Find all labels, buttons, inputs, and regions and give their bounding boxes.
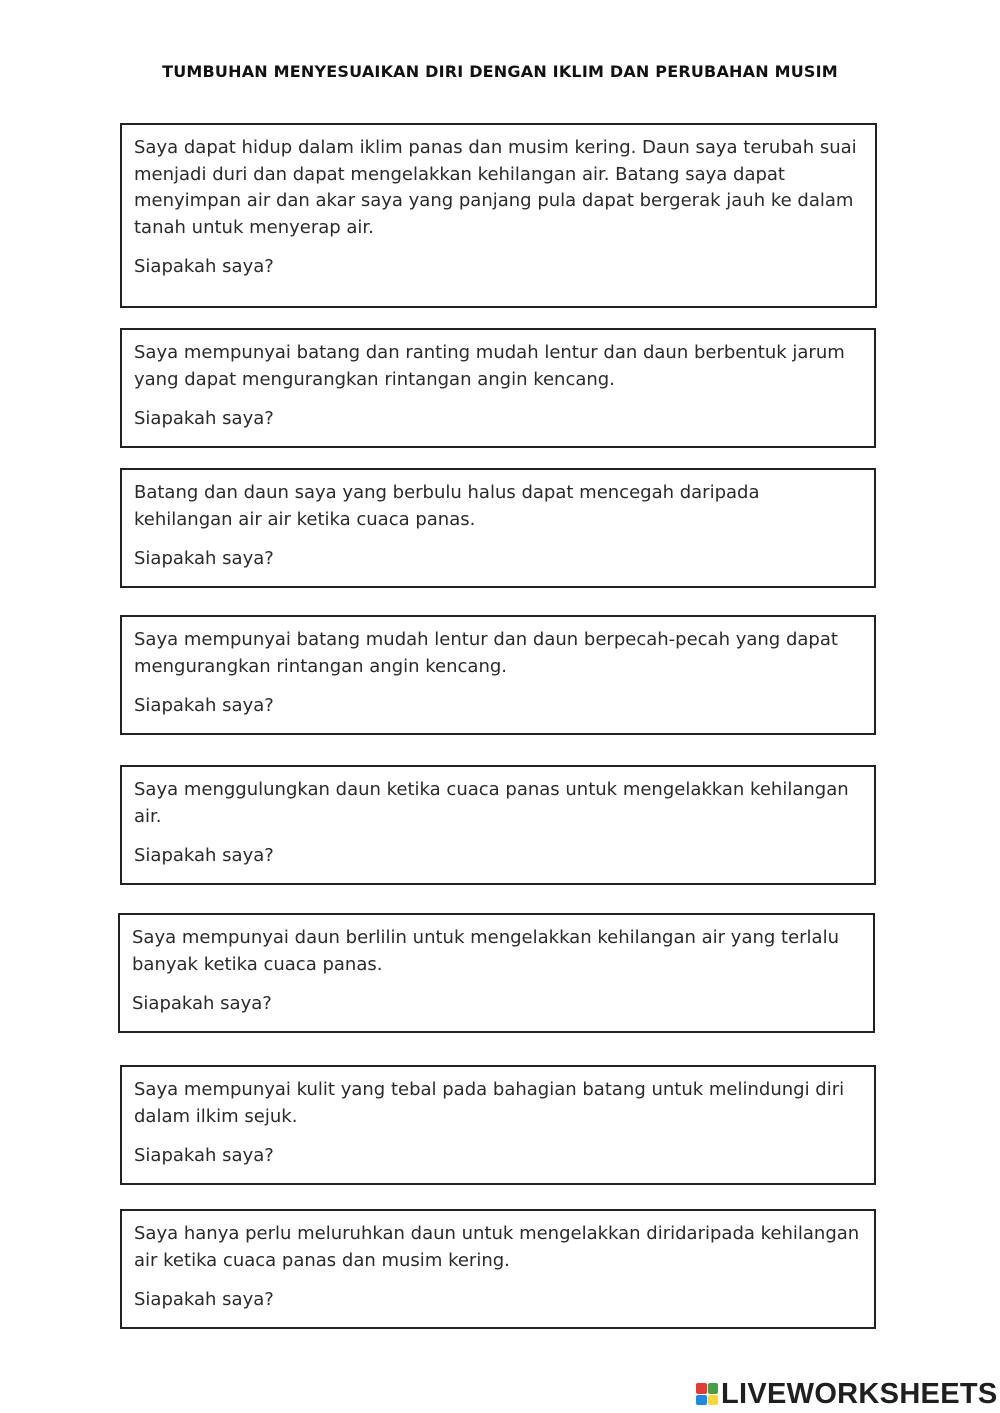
- riddle-question: Siapakah saya?: [134, 845, 274, 866]
- riddle-description: Batang dan daun saya yang berbulu halus dapat mencegah daripada kehilangan air air ketika cuaca panas.: [134, 482, 760, 530]
- liveworksheets-watermark: [696, 1378, 998, 1410]
- riddle-card-2: [120, 328, 876, 448]
- riddle-question: Siapakah saya?: [134, 408, 274, 429]
- riddle-question: Siapakah saya?: [132, 993, 272, 1014]
- riddle-description: Saya hanya perlu meluruhkan daun untuk mengelakkan diridaripada kehilangan air ketika cuaca panas dan musim kering.: [134, 1223, 860, 1271]
- riddle-card-6: [118, 913, 875, 1033]
- riddle-question: Siapakah saya?: [134, 695, 274, 716]
- riddle-question: Siapakah saya?: [134, 256, 274, 277]
- riddle-question: Siapakah saya?: [134, 548, 274, 569]
- riddle-description: Saya dapat hidup dalam iklim panas dan musim kering. Daun saya terubah suai menjadi duri dan dapat mengelakkan kehilangan air. Batang saya dapat menyimpan air dan akar saya yang panjang pula dapat bergerak jauh ke dalam tanah untuk menyerap air.: [134, 137, 857, 238]
- liveworksheets-wordmark: LIVEWORKSHEETS: [721, 1377, 998, 1410]
- riddle-description: Saya mempunyai batang dan ranting mudah lentur dan daun berbentuk jarum yang dapat mengurangkan rintangan angin kencang.: [134, 342, 845, 390]
- logo-square: [696, 1383, 707, 1394]
- page-title: TUMBUHAN MENYESUAIKAN DIRI DENGAN IKLIM DAN PERUBAHAN MUSIM: [162, 62, 838, 81]
- riddle-card-1: [120, 123, 877, 308]
- riddle-card-3: [120, 468, 876, 588]
- riddle-description: Saya mempunyai daun berlilin untuk mengelakkan kehilangan air yang terlalu banyak ketika cuaca panas.: [132, 927, 840, 975]
- riddle-card-7: [120, 1065, 876, 1185]
- riddle-description: Saya mempunyai batang mudah lentur dan daun berpecah-pecah yang dapat mengurangkan rintangan angin kencang.: [134, 629, 838, 677]
- riddle-question: Siapakah saya?: [134, 1289, 274, 1310]
- riddle-card-4: [120, 615, 876, 735]
- logo-square: [708, 1395, 719, 1406]
- logo-square: [708, 1383, 719, 1394]
- riddle-description: Saya mempunyai kulit yang tebal pada bahagian batang untuk melindungi diri dalam ilkim sejuk.: [134, 1079, 845, 1127]
- logo-square: [696, 1395, 707, 1406]
- riddle-card-8: [120, 1209, 876, 1329]
- riddle-description: Saya menggulungkan daun ketika cuaca panas untuk mengelakkan kehilangan air.: [134, 779, 849, 827]
- riddle-question: Siapakah saya?: [134, 1145, 274, 1166]
- liveworksheets-logo-icon: [696, 1383, 718, 1405]
- riddle-card-5: [120, 765, 876, 885]
